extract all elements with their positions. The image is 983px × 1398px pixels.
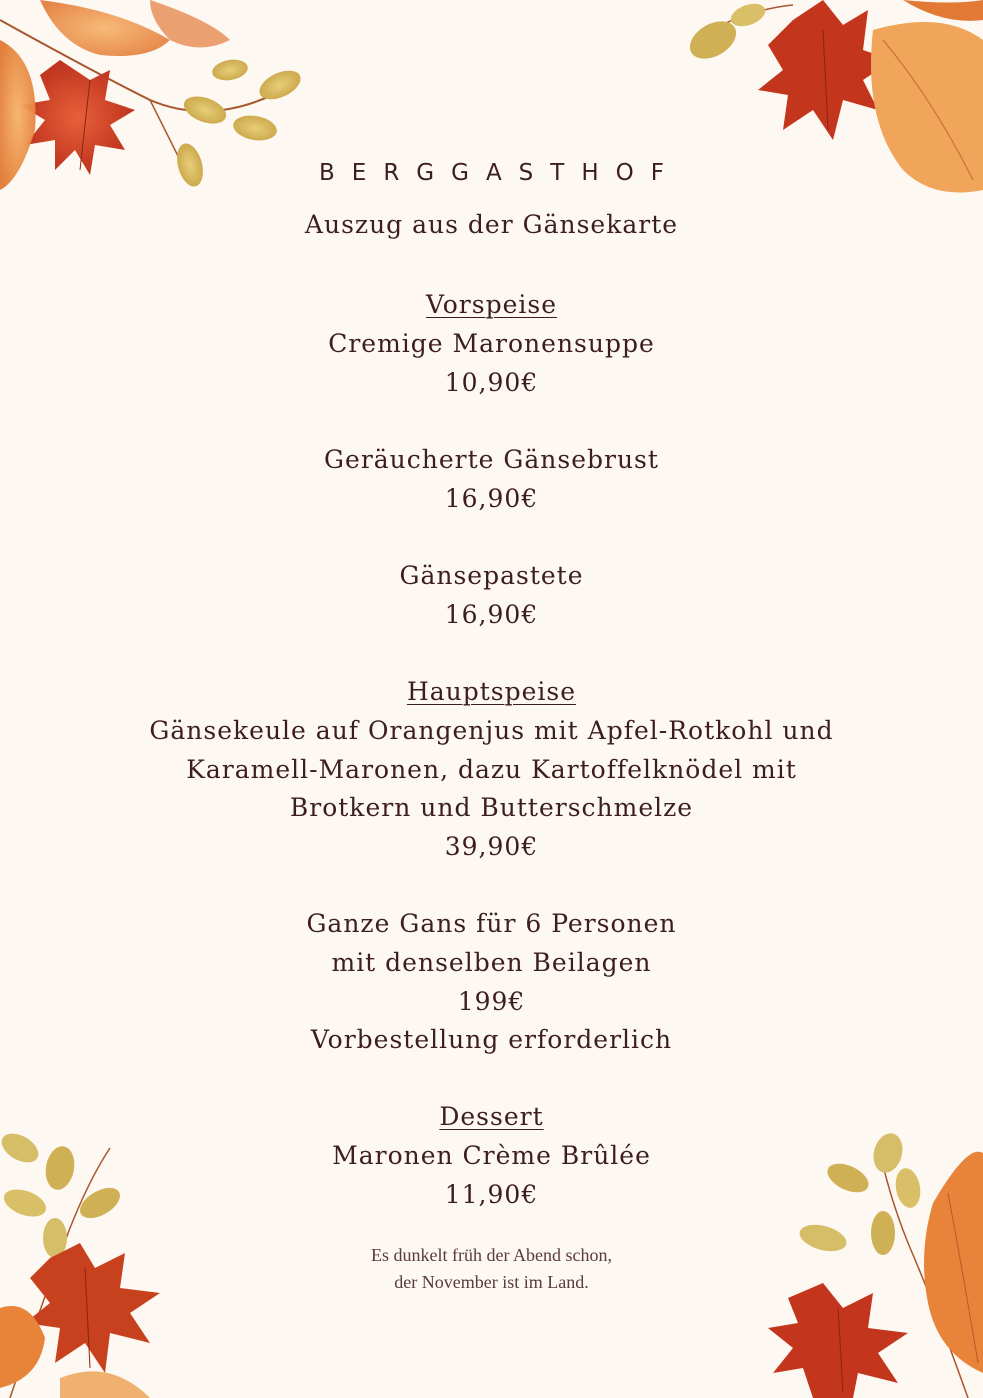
footer-quote-line: der November ist im Land. [394, 1272, 589, 1292]
section-title-hauptspeise: Hauptspeise [406, 677, 577, 706]
dish-price: 199€ [457, 987, 526, 1016]
dish-name-line: mit denselben Beilagen [331, 948, 652, 977]
dish-name: Cremige Maronensuppe [328, 329, 655, 358]
autumn-leaves-top-left-icon [0, 0, 320, 240]
dish-price: 16,90€ [444, 484, 539, 513]
dish-name-line: Ganze Gans für 6 Personen [306, 909, 677, 938]
dish-price: 16,90€ [444, 600, 539, 629]
restaurant-name: BERGGASTHOF [319, 160, 681, 186]
section-title-vorspeise: Vorspeise [425, 290, 557, 319]
dish-price: 11,90€ [444, 1180, 539, 1209]
dish-name: Gänsepastete [399, 561, 584, 590]
dish-name: Geräucherte Gänsebrust [324, 445, 659, 474]
dish-note: Vorbestellung erforderlich [310, 1025, 673, 1054]
dish-name-line: Brotkern und Butterschmelze [289, 793, 694, 822]
dish-price: 39,90€ [444, 832, 539, 861]
footer-quote-line: Es dunkelt früh der Abend schon, [371, 1245, 612, 1265]
dish-name-line: Gänsekeule auf Orangenjus mit Apfel-Rotkohl und [149, 716, 834, 745]
dish-price: 10,90€ [444, 368, 539, 397]
menu-subtitle: Auszug aus der Gänsekarte [304, 210, 679, 239]
dish-name: Maronen Crème Brûlée [332, 1141, 651, 1170]
dish-name-line: Karamell-Maronen, dazu Kartoffelknödel mit [186, 755, 797, 784]
section-title-dessert: Dessert [439, 1102, 544, 1131]
